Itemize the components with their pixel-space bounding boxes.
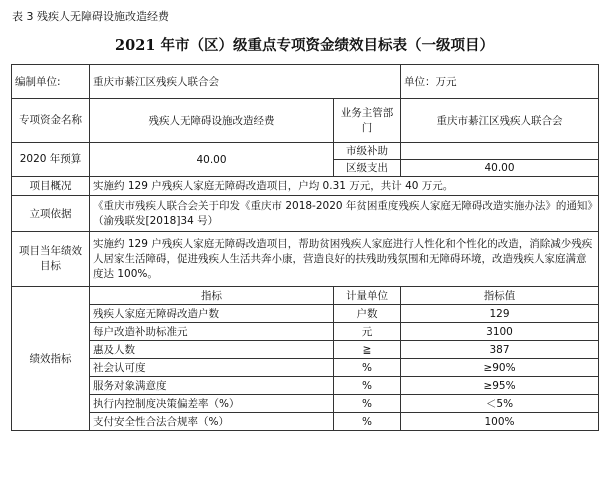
indicator-value: ＜5% <box>401 395 599 413</box>
unit-row <box>12 65 599 99</box>
overview-row <box>12 177 599 196</box>
dept-value: 重庆市綦江区残疾人联合会 <box>401 99 599 143</box>
overview-value: 实施约 129 户残疾人家庭无障碍改造项目，户均 0.31 万元，共计 40 万元。 <box>90 177 599 196</box>
table-row <box>12 341 599 359</box>
indicator-unit: ≧ <box>334 341 401 359</box>
budget-label: 2020 年预算 <box>12 143 90 177</box>
table-row <box>12 395 599 413</box>
indicator-value: 387 <box>401 341 599 359</box>
project-value: 残疾人无障碍设施改造经费 <box>90 99 334 143</box>
indicator-unit-header: 计量单位 <box>334 287 401 305</box>
table-row <box>12 305 599 323</box>
indicator-name: 社会认可度 <box>90 359 334 377</box>
goal-row <box>12 232 599 287</box>
table-title: 2021 年市（区）级重点专项资金绩效目标表（一级项目） <box>115 37 494 54</box>
indicator-name: 每户改造补助标准元 <box>90 323 334 341</box>
indicator-name-header: 指标 <box>90 287 334 305</box>
basis-row <box>12 196 599 232</box>
city-subsidy-value <box>401 143 599 160</box>
indicator-name: 残疾人家庭无障碍改造户数 <box>90 305 334 323</box>
indicator-name: 惠及人数 <box>90 341 334 359</box>
unit-value: 重庆市綦江区残疾人联合会 <box>90 65 401 99</box>
indicator-unit: % <box>334 359 401 377</box>
unit-label: 编制单位: <box>12 65 90 99</box>
basis-label: 立项依据 <box>12 196 90 232</box>
overview-label: 项目概况 <box>12 177 90 196</box>
basis-value: 《重庆市残疾人联合会关于印发《重庆市 2018-2020 年贫困重度残疾人家庭无障碍改造实施办法》的通知》（渝残联发[2018]34 号） <box>90 196 599 232</box>
budget-row-1 <box>12 143 599 160</box>
performance-target-table <box>11 64 599 431</box>
district-value: 40.00 <box>401 160 599 177</box>
indicator-header-row <box>12 287 599 305</box>
indicator-value: 100% <box>401 413 599 431</box>
city-subsidy-label: 市级补助 <box>334 143 401 160</box>
indicator-name: 服务对象满意度 <box>90 377 334 395</box>
table-row <box>12 377 599 395</box>
indicator-value-header: 指标值 <box>401 287 599 305</box>
goal-value: 实施约 129 户残疾人家庭无障碍改造项目，帮助贫困残疾人家庭进行人性化和个性化的改造，消除减少残疾人居家生活障碍，促进残疾人生活共奔小康，营造良好的扶残助残氛围和无障碍环境，改造残疾人家庭满意度达 100%。 <box>90 232 599 287</box>
indicator-value: ≥95% <box>401 377 599 395</box>
budget-value: 40.00 <box>90 143 334 177</box>
table-row <box>12 413 599 431</box>
indicator-unit: 户数 <box>334 305 401 323</box>
indicator-value: 129 <box>401 305 599 323</box>
district-label: 区级支出 <box>334 160 401 177</box>
indicator-name: 执行内控制度决策偏差率（%） <box>90 395 334 413</box>
indicator-unit: % <box>334 413 401 431</box>
currency-unit: 单位：万元 <box>401 65 599 99</box>
project-row <box>12 99 599 143</box>
indicator-unit: 元 <box>334 323 401 341</box>
table-row <box>12 359 599 377</box>
indicator-value: ≥90% <box>401 359 599 377</box>
indicator-value: 3100 <box>401 323 599 341</box>
indicator-unit: % <box>334 395 401 413</box>
perf-label: 绩效指标 <box>12 287 90 431</box>
indicator-name: 支付安全性合法合规率（%） <box>90 413 334 431</box>
goal-label: 项目当年绩效目标 <box>12 232 90 287</box>
indicator-unit: % <box>334 377 401 395</box>
dept-label: 业务主管部门 <box>334 99 401 143</box>
project-label: 专项资金名称 <box>12 99 90 143</box>
table-caption: 表 3 残疾人无障碍设施改造经费 <box>12 10 169 23</box>
table-row <box>12 323 599 341</box>
